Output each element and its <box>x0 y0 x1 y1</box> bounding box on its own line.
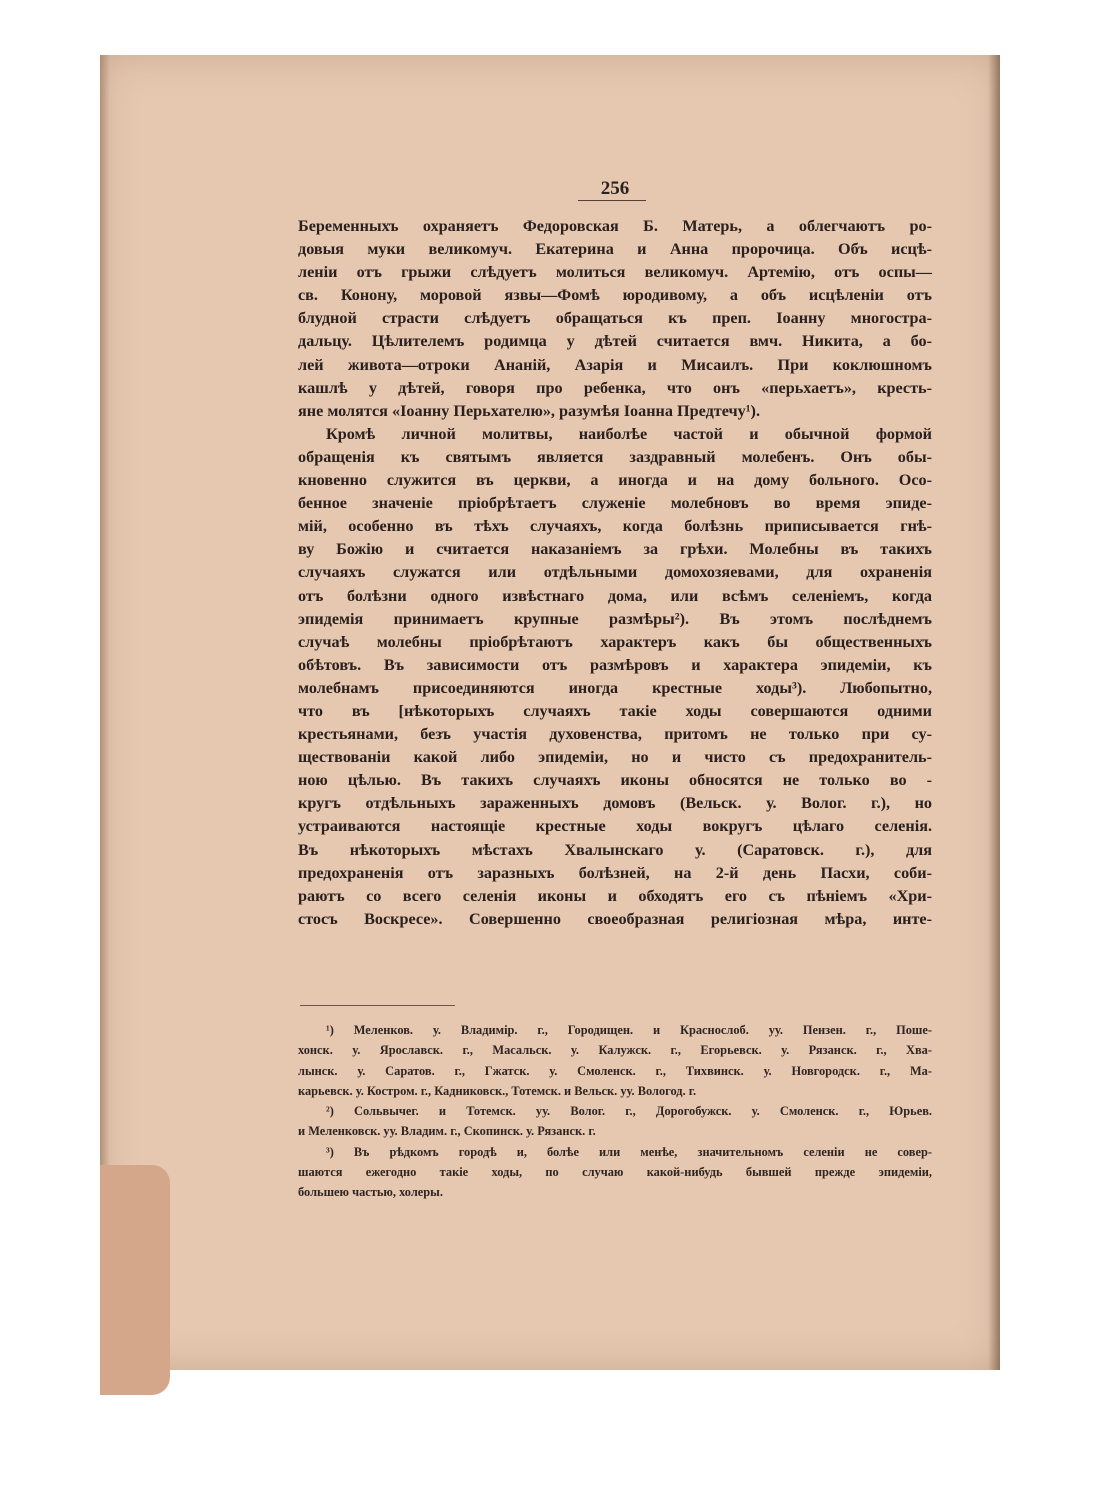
footnote-1 <box>298 1020 932 1101</box>
paragraph-2 <box>298 423 932 931</box>
text-line: мій, особенно въ тѣхъ случаяхъ, когда болѣзнь приписывается гнѣ- <box>298 517 932 536</box>
text-line: молебнамъ присоединяются иногда крестные ходы³). Любопытно, <box>298 678 932 697</box>
page-number-underline <box>578 200 646 201</box>
text-line: обѣтовъ. Въ зависимости отъ размѣровъ и характера эпидеміи, къ <box>298 655 932 674</box>
text-line: обращенія къ святымъ является заздравный молебенъ. Онъ обы- <box>298 447 932 466</box>
text-line: Беременныхъ охраняетъ Федоровская Б. Матерь, а облегчаютъ ро- <box>298 217 932 235</box>
text-line: раютъ со всего селенія иконы и обходятъ его съ пѣніемъ «Хри- <box>298 886 932 905</box>
text-line: Кромѣ личной молитвы, наиболѣе частой и обычной формой <box>326 424 932 443</box>
footnote-line: хонск. у. Ярославск. г., Масальск. у. Калужск. г., Егорьевск. у. Рязанск. г., Хва- <box>298 1043 932 1058</box>
text-line: крестьянами, безъ участія духовенства, притомъ не только при су- <box>298 725 932 744</box>
footnote-line: карьевск. у. Костром. г., Кадниковск., Тотемск. и Вельск. уу. Вологод. г. <box>298 1083 697 1098</box>
text-line: отъ болѣзни одного извѣстнаго дома, или всѣмъ селеніемъ, когда <box>298 586 932 605</box>
footnote-2 <box>298 1101 932 1142</box>
text-line: ществованіи какой либо эпидеміи, но и чисто съ предохранитель- <box>298 748 932 767</box>
footnote-line: лынск. у. Саратов. г., Гжатск. у. Смоленск. г., Тихвинск. у. Новгородск. г., Ма- <box>298 1063 932 1078</box>
text-line: случаяхъ служатся или отдѣльными домохозяевами, для охраненія <box>298 563 932 582</box>
page-edge-shadow-right <box>988 55 1000 1370</box>
footnote-line: и Меленковск. уу. Владим. г., Скопинск. у. Рязанск. г. <box>298 1124 596 1139</box>
text-line: стосъ Воскресе». Совершенно своеобразная религіозная мѣра, инте- <box>298 909 932 928</box>
footnote-line: ²) Сольвычег. и Тотемск. уу. Волог. г., Дорогобужск. у. Смоленск. г., Юрьев. <box>326 1104 932 1119</box>
text-line: св. Конону, моровой язвы—Фомѣ юродивому, а объ исцѣленіи отъ <box>298 286 932 305</box>
text-line: Въ нѣкоторыхъ мѣстахъ Хвалынскаго у. (Саратовск. г.), для <box>298 840 932 859</box>
text-line: ною цѣлью. Въ такихъ случаяхъ иконы обносятся не только во - <box>298 771 932 790</box>
text-line: устраиваются настоящіе крестные ходы вокругъ цѣлаго селенія. <box>298 817 932 836</box>
text-line: лей живота—отроки Ананій, Азарія и Мисаилъ. При коклюшномъ <box>298 355 932 374</box>
text-line: яне молятся «Іоанну Перьхателю», разумѣя Іоанна Предтечу¹). <box>298 401 760 420</box>
footnote-line: шаются ежегодно такіе ходы, по случаю какой-нибудь бывшей прежде эпидеміи, <box>298 1165 932 1180</box>
text-line: предохраненія отъ заразныхъ болѣзней, на 2-й день Пасхи, соби- <box>298 863 932 882</box>
footnote-line: ³) Въ рѣдкомъ городѣ и, болѣе или менѣе, значительномъ селеніи не совер- <box>326 1144 932 1159</box>
text-line: бенное значеніе пріобрѣтаетъ служеніе молебновъ во время эпиде- <box>298 494 932 513</box>
text-line: кновенно служится въ церкви, а иногда и на дому больного. Осо- <box>298 471 932 490</box>
text-line: дальцу. Цѣлителемъ родимца у дѣтей считается вмч. Никита, а бо- <box>298 332 932 351</box>
footnote-separator <box>300 1005 455 1006</box>
footnote-line: ¹) Меленков. у. Владимір. г., Городищен. и Краснослоб. уу. Пензен. г., Поше- <box>326 1023 932 1037</box>
text-line: случаѣ молебны пріобрѣтаютъ характеръ какъ бы общественныхъ <box>298 632 932 651</box>
main-text <box>298 215 932 931</box>
text-line: блудной страсти слѣдуетъ обращаться къ преп. Іоанну многостра- <box>298 309 932 328</box>
page-number: 256 <box>600 178 630 199</box>
text-line: эпидемія принимаетъ крупные размѣры²). Въ этомъ послѣднемъ <box>298 609 932 628</box>
page-stain <box>100 1165 170 1395</box>
paragraph-1 <box>298 215 932 423</box>
text-line: что въ [нѣкоторыхъ случаяхъ такіе ходы совершаются одними <box>298 701 932 720</box>
footnote-3 <box>298 1142 932 1203</box>
text-line: ву Божію и считается наказаніемъ за грѣхи. Молебны въ такихъ <box>298 540 932 559</box>
text-line: довыя муки великомуч. Екатерина и Анна пророчица. Объ исцѣ- <box>298 240 932 259</box>
footnotes <box>298 1020 932 1203</box>
text-line: кругъ отдѣльныхъ зараженныхъ домовъ (Вельск. у. Волог. г.), но <box>298 794 932 813</box>
text-line: кашлѣ у дѣтей, говоря про ребенка, что онъ «перьхаетъ», кресть- <box>298 378 932 397</box>
footnote-line: большею частью, холеры. <box>298 1185 443 1200</box>
text-line: леніи отъ грыжи слѣдуетъ молиться великомуч. Артемію, отъ оспы— <box>298 263 932 282</box>
